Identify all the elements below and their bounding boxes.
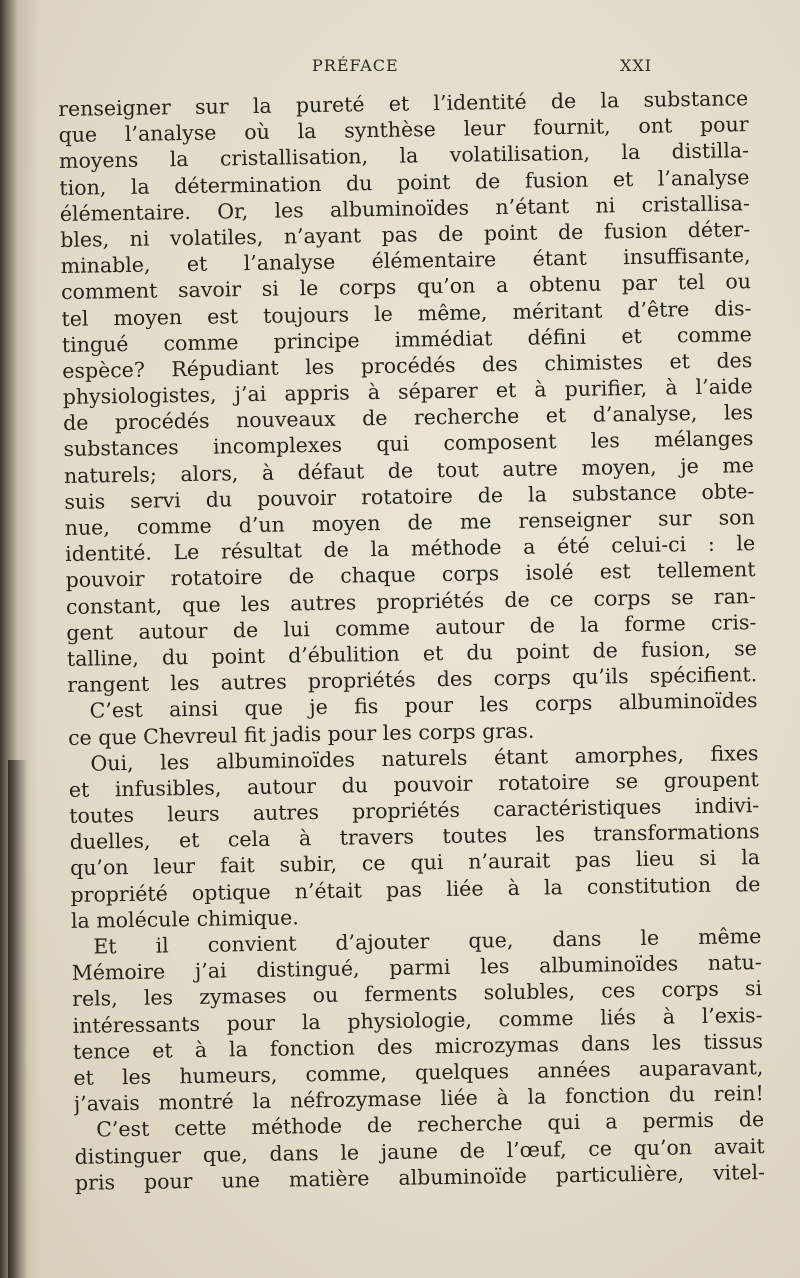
- text-line: la molécule chimique.: [70, 905, 299, 933]
- text-line: physiologistes, j’ai appris à séparer et à purifier, à l’aide: [62, 374, 753, 410]
- text-line: pouvoir rotatoire de chaque corps isolé est tellement: [65, 557, 756, 593]
- text-line: et les humeurs, comme, quelques années auparavant,: [73, 1054, 764, 1090]
- text-line: constant, que les autres propriétés de ce corps se ran-: [65, 583, 757, 619]
- text-line: suis servi du pouvoir rotatoire de la substance obte-: [64, 478, 755, 514]
- text-line: distinguer que, dans le jaune de l’œuf, ce qu’on avait: [74, 1133, 765, 1169]
- text-line: gent autour de lui comme autour de la forme cris-: [66, 609, 757, 645]
- text-line: minable, et l’analyse élémentaire étant insuffisante,: [60, 243, 751, 279]
- text-line: ce que Chevreul fit jadis pour les corps gras.: [67, 718, 535, 750]
- text-line: élémentaire. Or, les albuminoïdes n’étant ni cristallisa-: [59, 190, 750, 226]
- text-line: j’avais montré la néfrozymase liée à la fonction du rein!: [73, 1081, 764, 1116]
- text-line: tion, la détermination du point de fusion et l’analyse: [59, 164, 750, 200]
- text-line: que l’analyse où la synthèse leur fournit, ont pour: [58, 112, 749, 148]
- text-line: Et il convient d’ajouter que, dans le même: [93, 924, 762, 959]
- text-line: Mémoire j’ai distingué, parmi les albuminoïdes natu-: [71, 950, 762, 986]
- text-line: Oui, les albuminoïdes naturels étant amorphes, fixes: [90, 740, 759, 776]
- body-text: [58, 85, 765, 1196]
- text-line: de procédés nouveaux de recherche et d’analyse, les: [62, 400, 754, 436]
- text-line: duelles, et cela à travers toutes les transformations: [69, 819, 760, 855]
- running-head: [0, 56, 800, 80]
- text-line: nue, comme d’un moyen de me renseigner sur son: [64, 505, 755, 540]
- page-number: XXI: [620, 56, 653, 75]
- text-line: espèce? Répudiant les procédés des chimistes et des: [62, 348, 753, 383]
- text-line: qu’on leur fait subir, ce qui n’aurait pas lieu si la: [69, 845, 761, 881]
- spine-shadow: [8, 760, 28, 1278]
- text-line: C’est ainsi que je fis pour les corps albuminoïdes: [89, 688, 758, 723]
- text-line: pris pour une matière albuminoïde particulière, vitel-: [74, 1159, 766, 1195]
- text-line: talline, du point d’ébulition et du point de fusion, se: [66, 636, 757, 671]
- text-line: propriété optique n’était pas liée à la constitution de: [70, 871, 761, 907]
- text-line: comment savoir si le corps qu’on a obtenu par tel ou: [60, 269, 752, 305]
- text-line: identité. Le résultat de la méthode a été celui-ci : le: [65, 531, 756, 567]
- text-line: rels, les zymases ou ferments solubles, ces corps si: [72, 976, 763, 1012]
- text-line: et infusibles, autour du pouvoir rotatoire se groupent: [68, 766, 760, 802]
- text-line: naturels; alors, à défaut de tout autre moyen, je me: [63, 452, 755, 488]
- text-line: bles, ni volatiles, n’ayant pas de point de fusion déter-: [60, 217, 751, 252]
- text-line: substances incomplexes qui composent les mélanges: [63, 426, 754, 462]
- text-line: tence et à la fonction des microzymas dans les tissus: [72, 1028, 764, 1064]
- text-line: toutes leurs autres propriétés caractéristiques indivi-: [69, 793, 760, 828]
- text-line: tingué comme principe immédiat défini et comme: [61, 321, 753, 357]
- text-line: renseigner sur la pureté et l’identité de la substance: [58, 86, 749, 121]
- text-line: C’est cette méthode de recherche qui a permis de: [96, 1107, 765, 1142]
- text-line: intéressants pour la physiologie, comme liés à l’exis-: [72, 1002, 763, 1038]
- text-line: tel moyen est toujours le même, méritant d’être dis-: [61, 295, 752, 331]
- running-title: PRÉFACE: [312, 56, 399, 75]
- text-line: rangent les autres propriétés des corps qu’ils spécifient.: [67, 662, 758, 698]
- text-line: moyens la cristallisation, la volatilisation, la distilla-: [58, 138, 750, 174]
